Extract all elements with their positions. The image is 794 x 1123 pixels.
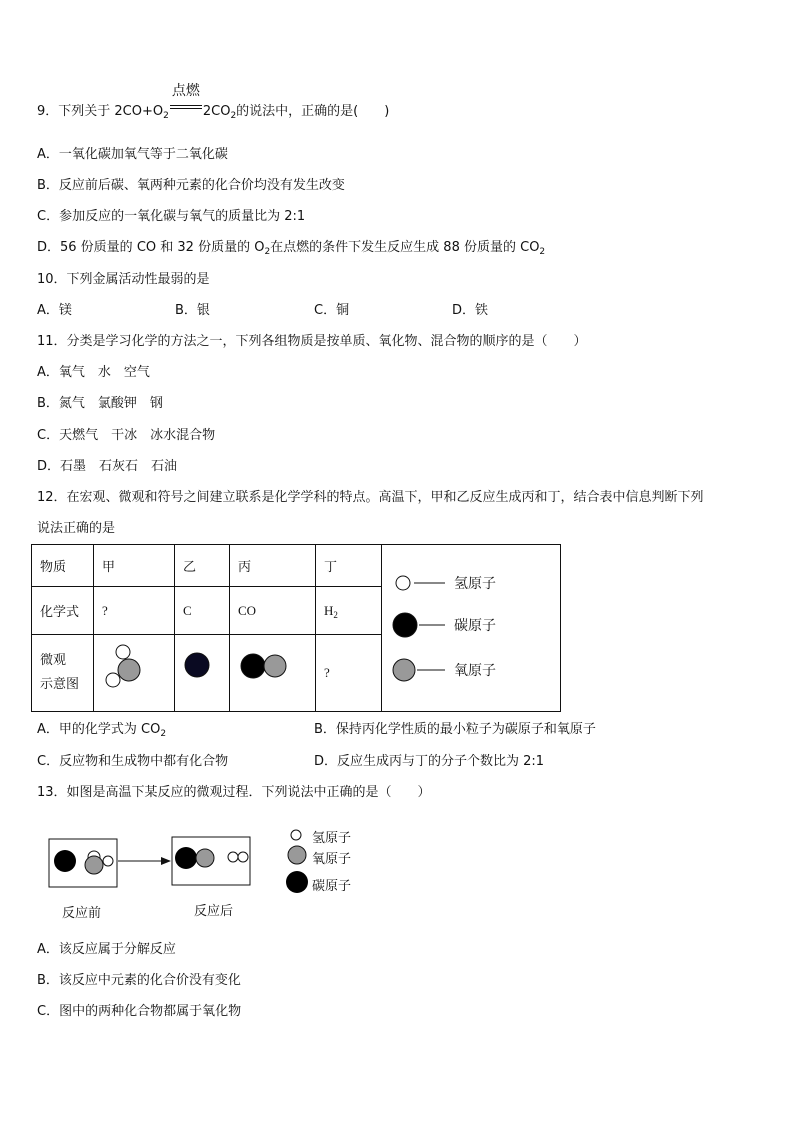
header-yi: 乙 xyxy=(175,545,230,587)
oxygen-atom-icon xyxy=(393,659,415,681)
q13-after-label: 反应后 xyxy=(194,904,234,919)
q13-before-label: 反应前 xyxy=(62,906,102,921)
molecule-yi-icon xyxy=(175,635,229,711)
legend-carbon-label: 碳原子 xyxy=(454,618,496,634)
q11-option-d[interactable]: D．石墨 石灰石 石油 xyxy=(37,459,178,474)
hydrogen-atom-icon xyxy=(396,576,410,590)
q9-option-a[interactable]: A．一氧化碳加氧气等于二氧化碳 xyxy=(37,147,228,162)
micro-yi xyxy=(175,635,230,712)
q9-option-b[interactable]: B．反应前后碳、氧两种元素的化合价均没有发生改变 xyxy=(37,178,345,193)
q9-stem-suffix: 的说法中，正确的是( ) xyxy=(236,104,390,119)
q10-option-a[interactable]: A．镁 xyxy=(37,303,72,318)
q12-legend xyxy=(382,545,561,712)
q12-option-c[interactable]: C．反应物和生成物中都有化合物 xyxy=(37,754,229,769)
q10-option-b[interactable]: B．银 xyxy=(175,303,210,318)
q12-legend-diagram xyxy=(382,545,560,711)
header-ding: 丁 xyxy=(316,545,382,587)
micro-ding: ? xyxy=(316,635,382,712)
q11-option-c[interactable]: C．天燃气 干冰 冰水混合物 xyxy=(37,428,216,443)
reaction-condition-arrow xyxy=(169,83,203,115)
q10-option-c[interactable]: C．铜 xyxy=(314,303,350,318)
q12-stem-line1: 12．在宏观、微观和符号之间建立联系是化学学科的特点。高温下，甲和乙反应生成丙和丁，结合表中信息判断下列 xyxy=(37,490,704,505)
row-micro-label-2: 示意图 xyxy=(40,677,80,692)
q13-reaction-diagram xyxy=(45,825,425,915)
reaction-condition: 点燃 xyxy=(171,83,200,99)
row-micro-label-1: 微观 xyxy=(40,653,67,668)
q9-product: 2CO xyxy=(202,104,231,119)
q13-option-c[interactable]: C．图中的两种化合物都属于氧化物 xyxy=(37,1004,242,1019)
carbon-atom-icon xyxy=(393,613,417,637)
q13-stem: 13．如图是高温下某反应的微观过程．下列说法中正确的是（ ） xyxy=(37,785,431,800)
formula-ding-subscript: 2 xyxy=(333,609,338,620)
q11-option-b[interactable]: B．氮气 氯酸钾 钢 xyxy=(37,396,163,411)
q13-legend-hydrogen: 氢原子 xyxy=(312,831,352,846)
q12-option-a-subscript: 2 xyxy=(160,729,167,739)
q12-option-a-text: A．甲的化学式为 CO xyxy=(37,722,161,737)
q9-stem-prefix: 9．下列关于 2CO+O xyxy=(37,104,164,119)
q12-table xyxy=(31,544,561,712)
header-jia: 甲 xyxy=(94,545,175,587)
molecule-bing-icon xyxy=(230,635,315,711)
header-substance: 物质 xyxy=(32,545,94,587)
q13-option-a[interactable]: A．该反应属于分解反应 xyxy=(37,942,176,957)
formula-ding-h: H xyxy=(324,602,334,618)
q9-stem xyxy=(37,83,390,121)
micro-jia xyxy=(94,635,175,712)
row-formula-label: 化学式 xyxy=(32,587,94,635)
legend-oxygen-label: 氧原子 xyxy=(454,663,496,679)
q10-option-d[interactable]: D．铁 xyxy=(452,303,489,318)
q12-option-a[interactable] xyxy=(37,722,166,738)
legend-hydrogen-label: 氢原子 xyxy=(454,576,496,592)
q13-legend-carbon: 碳原子 xyxy=(312,879,352,894)
micro-bing xyxy=(230,635,316,712)
q10-stem: 10．下列金属活动性最弱的是 xyxy=(37,272,210,287)
q12-option-b[interactable]: B．保持丙化学性质的最小粒子为碳原子和氧原子 xyxy=(314,722,596,737)
q9-o2-subscript-d: 2 xyxy=(264,247,271,257)
q9-option-d-part1: D．56 份质量的 CO 和 32 份质量的 O xyxy=(37,240,265,255)
q9-co2-subscript-d: 2 xyxy=(539,247,546,257)
q10-options xyxy=(37,303,597,319)
q11-stem: 11．分类是学习化学的方法之一，下列各组物质是按单质、氧化物、混合物的顺序的是（ ） xyxy=(37,334,587,349)
q9-option-d-part2: 在点燃的条件下发生反应生成 88 份质量的 CO xyxy=(270,240,540,255)
q9-o2-subscript: 2 xyxy=(163,111,169,121)
q12-option-d[interactable]: D．反应生成丙与丁的分子个数比为 2:1 xyxy=(314,754,545,769)
molecule-jia-icon xyxy=(94,635,174,711)
row-micro-label xyxy=(32,635,94,712)
q13-legend-oxygen: 氧原子 xyxy=(312,852,352,867)
q9-option-d[interactable] xyxy=(37,240,545,256)
formula-jia: ? xyxy=(94,587,175,635)
q9-option-c[interactable]: C．参加反应的一氧化碳与氧气的质量比为 2:1 xyxy=(37,209,306,224)
formula-yi: C xyxy=(175,587,230,635)
q9-product-subscript: 2 xyxy=(230,111,237,121)
q12-stem-line2: 说法正确的是 xyxy=(37,521,116,536)
formula-bing: CO xyxy=(230,587,316,635)
q13-option-b[interactable]: B．该反应中元素的化合价没有变化 xyxy=(37,973,241,988)
q11-option-a[interactable]: A．氧气 水 空气 xyxy=(37,365,150,380)
header-bing: 丙 xyxy=(230,545,316,587)
formula-ding xyxy=(316,587,382,635)
